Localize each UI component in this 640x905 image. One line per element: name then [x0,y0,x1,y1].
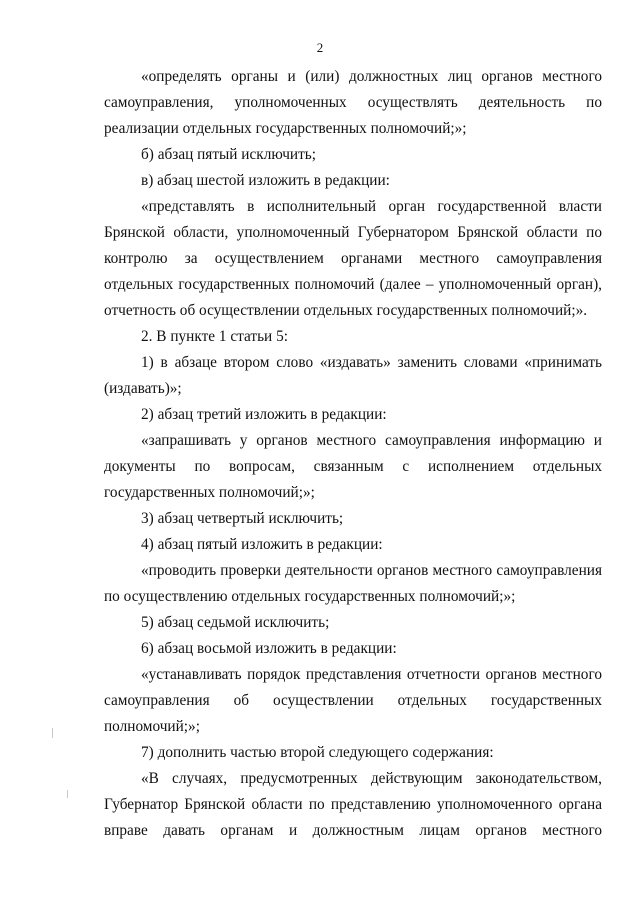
paragraph-subitem-6: 6) абзац восьмой изложить в редакции: [141,640,397,657]
paragraph-subitem-7: 7) дополнить частью второй следующего содержания: [141,744,494,761]
page-number: 2 [316,40,324,55]
paragraph-item-v: в) абзац шестой изложить в редакции: [141,172,390,189]
paragraph-subitem-5: 5) абзац седьмой исключить; [141,614,330,631]
paragraph-subitem-4: 4) абзац пятый изложить в редакции: [141,536,383,553]
paragraph-quote-define-bodies: «определять органы и (или) должностных лиц органов местного самоуправления, уполномоченных осуществлять деятельность по реализации отдельных государственных полномочий;»; [104,68,602,137]
scan-artifact [52,728,53,738]
paragraph-item-b: б) абзац пятый исключить; [141,146,316,163]
paragraph-quote-governor-instructions: «В случаях, предусмотренных действующим законодательством, Губернатор Брянской области по представлению уполномоченного органа вправе давать органам и должностным лицам органов местного [104,770,602,839]
paragraph-quote-reporting-order: «устанавливать порядок представления отчетности органов местного самоуправления об осуществлении отдельных государственных полномочий;»; [104,666,602,735]
paragraph-point-2: 2. В пункте 1 статьи 5: [141,328,288,345]
document-body [104,64,602,844]
paragraph-subitem-2: 2) абзац третий изложить в редакции: [141,406,387,423]
scan-artifact [67,790,68,798]
paragraph-quote-reporting: «представлять в исполнительный орган государственной власти Брянской области, уполномоченный Губернатором Брянской области по контролю за осуществлением органами местного самоуправления отдельных государственных полномочий (далее – уполномоченный орган), отчетность об осуществлении отдельных государственных полномочий;». [104,198,602,319]
paragraph-quote-inspections: «проводить проверки деятельности органов местного самоуправления по осуществлению отдельных государственных полномочий;»; [104,562,602,605]
paragraph-subitem-1: 1) в абзаце втором слово «издавать» заменить словами «принимать (издавать)»; [104,354,602,397]
paragraph-subitem-3: 3) абзац четвертый исключить; [141,510,344,527]
paragraph-quote-request-info: «запрашивать у органов местного самоуправления информацию и документы по вопросам, связанным с исполнением отдельных государственных полномочий;»; [104,432,602,501]
